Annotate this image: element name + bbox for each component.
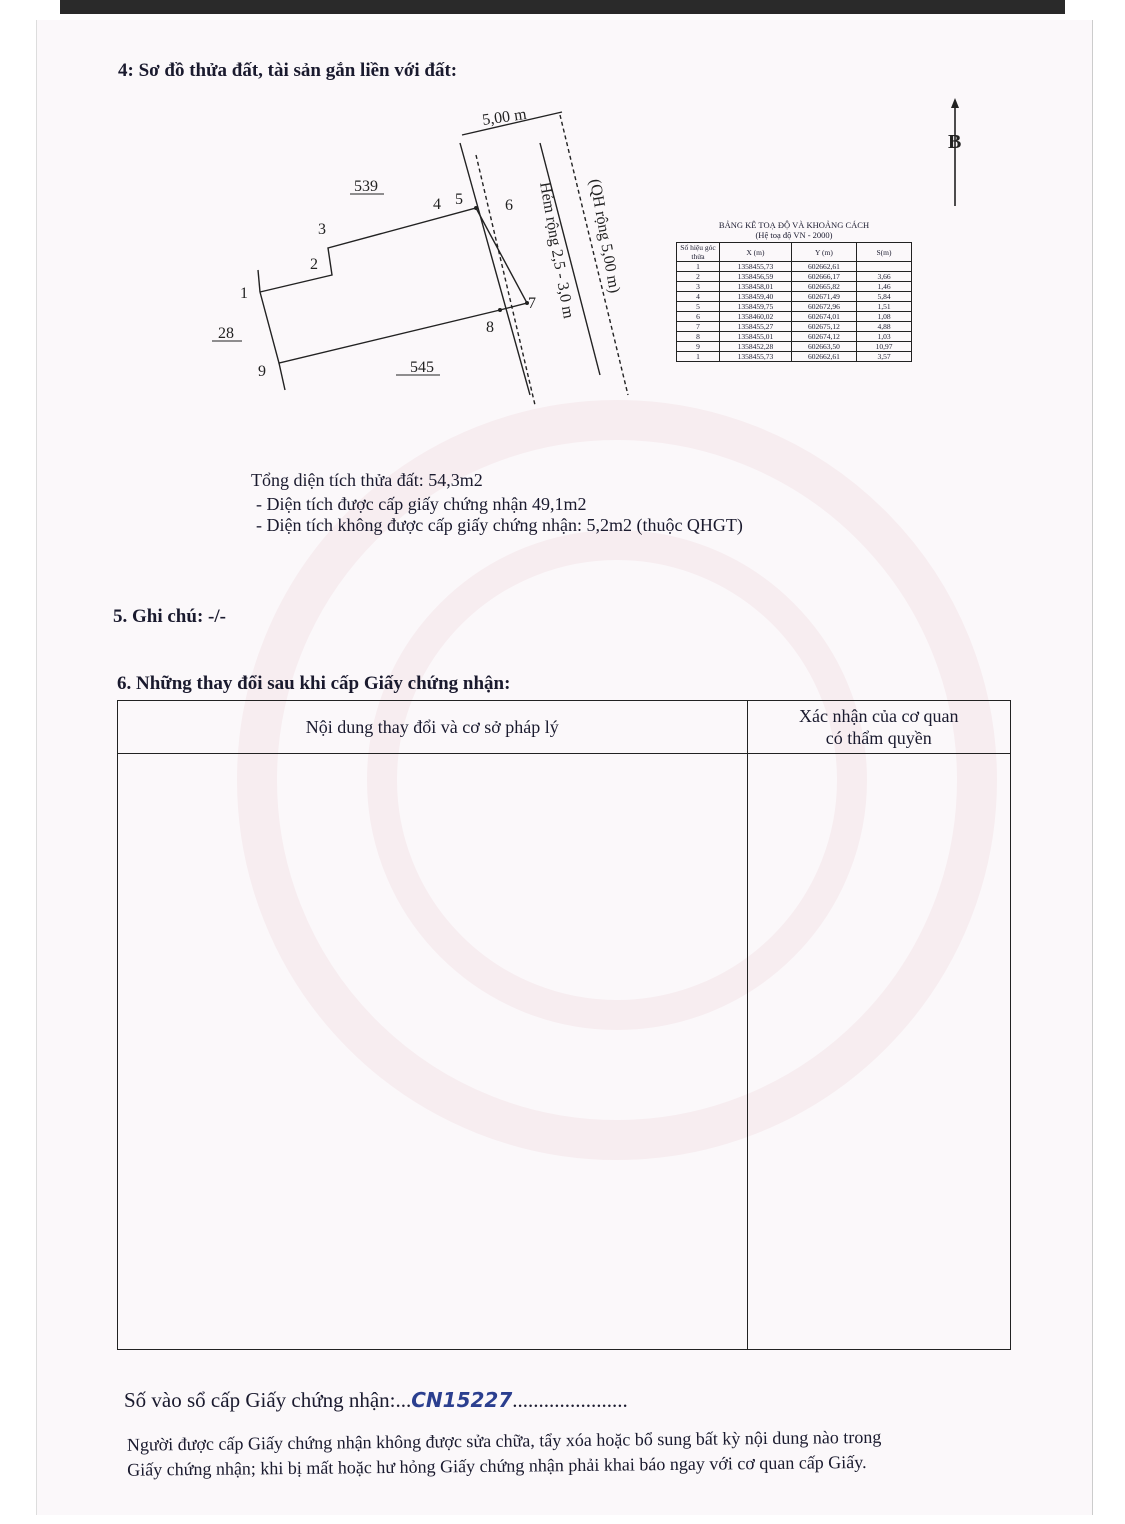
coord-cell: 602666,17 [791, 272, 856, 282]
total-area: Tổng diện tích thửa đất: 54,3m2 [251, 470, 483, 490]
coord-cell: 602674,01 [791, 312, 856, 322]
coordinate-table: Số hiệu góc thửa X (m) Y (m) S(m) 1 1358455,73 602662,61 2 1358456,59 602666,17 3,66 3 1358458,01 602665,82 1,46 4 1358459,40 602671,49 5,84 5 1358459,75 602672,96 1,51 6 1358460,02 602674,01 1,08 7 1358455,27 602675,12 4,88 8 1358455,01 602674,12 1,03 9 1358452,28 602663,50 10,97 1 1358455,73 602662,61 3,57 [676, 242, 912, 362]
point-8: 8 [486, 319, 494, 336]
north-label: B [948, 131, 962, 153]
certificate-number: CN15227 [411, 1388, 513, 1412]
neighbor-539: 539 [354, 178, 378, 195]
coord-cell: 602675,12 [791, 322, 856, 332]
width-label: 5,00 m [481, 105, 528, 129]
coord-cell: 602674,12 [791, 332, 856, 342]
coord-cell: 602671,49 [791, 292, 856, 302]
coord-cell: 1358456,59 [720, 272, 792, 282]
parcel-boundary [260, 208, 527, 363]
coord-cell: 1358455,27 [720, 322, 792, 332]
coord-cell: 1358459,40 [720, 292, 792, 302]
coord-row [677, 282, 912, 292]
coord-row [677, 262, 912, 272]
changes-confirmation-cell [747, 754, 1010, 1350]
coord-cell: 602662,61 [791, 262, 856, 272]
coord-cell [857, 262, 912, 272]
coord-cell: 1 [677, 352, 720, 362]
coord-cell: 2 [677, 272, 720, 282]
coord-cell: 3 [677, 282, 720, 292]
planning-label: (QH rộng 5,00 m) [586, 177, 623, 295]
coord-cell: 9 [677, 342, 720, 352]
road-edge-left [460, 143, 530, 395]
changes-col-content: Nội dung thay đổi và cơ sở pháp lý [118, 701, 748, 754]
coord-cell: 4 [677, 292, 720, 302]
parcel-diagram [200, 95, 660, 425]
point-5: 5 [455, 191, 463, 208]
coord-cell: 1,08 [857, 312, 912, 322]
not-granted-area: - Diện tích không được cấp giấy chứng nhận: 5,2m2 (thuộc QHGT) [256, 515, 743, 535]
coord-row [677, 312, 912, 322]
section-4-title: 4: Sơ đồ thửa đất, tài sản gắn liền với đất: [118, 60, 458, 81]
changes-content-cell [118, 754, 748, 1350]
coord-row [677, 272, 912, 282]
coord-cell: 1 [677, 262, 720, 272]
coord-cell: 1,51 [857, 302, 912, 312]
planning-line-left [476, 155, 535, 405]
point-2: 2 [310, 256, 318, 273]
coord-cell: 1358455,73 [720, 262, 792, 272]
point-6: 6 [505, 197, 513, 214]
scan-top-edge [60, 0, 1065, 14]
coord-table-title: BẢNG KÊ TOẠ ĐỘ VÀ KHOẢNG CÁCH (Hệ toạ độ VN - 2000) [718, 220, 870, 240]
boundary-extension [279, 363, 285, 390]
coord-cell: 5,84 [857, 292, 912, 302]
coord-row [677, 302, 912, 312]
coord-cell: 602663,50 [791, 342, 856, 352]
coord-cell: 4,88 [857, 322, 912, 332]
footer-notice: Người được cấp Giấy chứng nhận không được sửa chữa, tẩy xóa hoặc bổ sung bất kỳ nội dung nào trong Giấy chứng nhận; khi bị mất hoặc hư hỏng Giấy chứng nhận phải khai báo ngay với cơ quan cấp Giấy. [126, 1426, 882, 1480]
coord-cell: 10,97 [857, 342, 912, 352]
north-arrow [940, 98, 970, 208]
coord-cell: 1358460,02 [720, 312, 792, 322]
coord-cell: 1,03 [857, 332, 912, 342]
certificate-number-line: Số vào sổ cấp Giấy chứng nhận:...CN15227...................... [124, 1388, 628, 1412]
changes-col-confirmation: Xác nhận của cơ quan có thẩm quyền [747, 701, 1010, 754]
coord-cell: 7 [677, 322, 720, 332]
granted-area: - Diện tích được cấp giấy chứng nhận 49,1m2 [256, 494, 587, 514]
coord-cell: 1358455,01 [720, 332, 792, 342]
point-1: 1 [240, 285, 248, 302]
coord-cell: 1358455,73 [720, 352, 792, 362]
boundary-extension [258, 270, 260, 292]
coord-row [677, 352, 912, 362]
coord-cell: 1358452,28 [720, 342, 792, 352]
coord-cell: 602672,96 [791, 302, 856, 312]
road-edge-right [540, 143, 600, 375]
coord-row [677, 332, 912, 342]
point-4: 4 [433, 196, 441, 213]
changes-table [117, 700, 1011, 1350]
coord-cell: 3,57 [857, 352, 912, 362]
coord-cell: 8 [677, 332, 720, 342]
coord-cell: 3,66 [857, 272, 912, 282]
section-5-title: 5. Ghi chú: -/- [113, 606, 226, 627]
point-3: 3 [318, 221, 326, 238]
coord-cell: 5 [677, 302, 720, 312]
neighbor-545: 545 [410, 359, 434, 376]
coord-cell: 6 [677, 312, 720, 322]
coord-row [677, 342, 912, 352]
section-6-title: 6. Những thay đổi sau khi cấp Giấy chứng nhận: [117, 673, 511, 694]
point-9: 9 [258, 363, 266, 380]
coord-cell: 602665,82 [791, 282, 856, 292]
coord-cell: 602662,61 [791, 352, 856, 362]
coord-cell: 1358458,01 [720, 282, 792, 292]
coord-row [677, 292, 912, 302]
coord-cell: 1358459,75 [720, 302, 792, 312]
point-7: 7 [528, 295, 536, 312]
neighbor-28: 28 [218, 325, 234, 342]
coord-row [677, 322, 912, 332]
road-label: Hẻm rộng 2,5 - 3,0 m [536, 180, 577, 320]
coord-cell: 1,46 [857, 282, 912, 292]
